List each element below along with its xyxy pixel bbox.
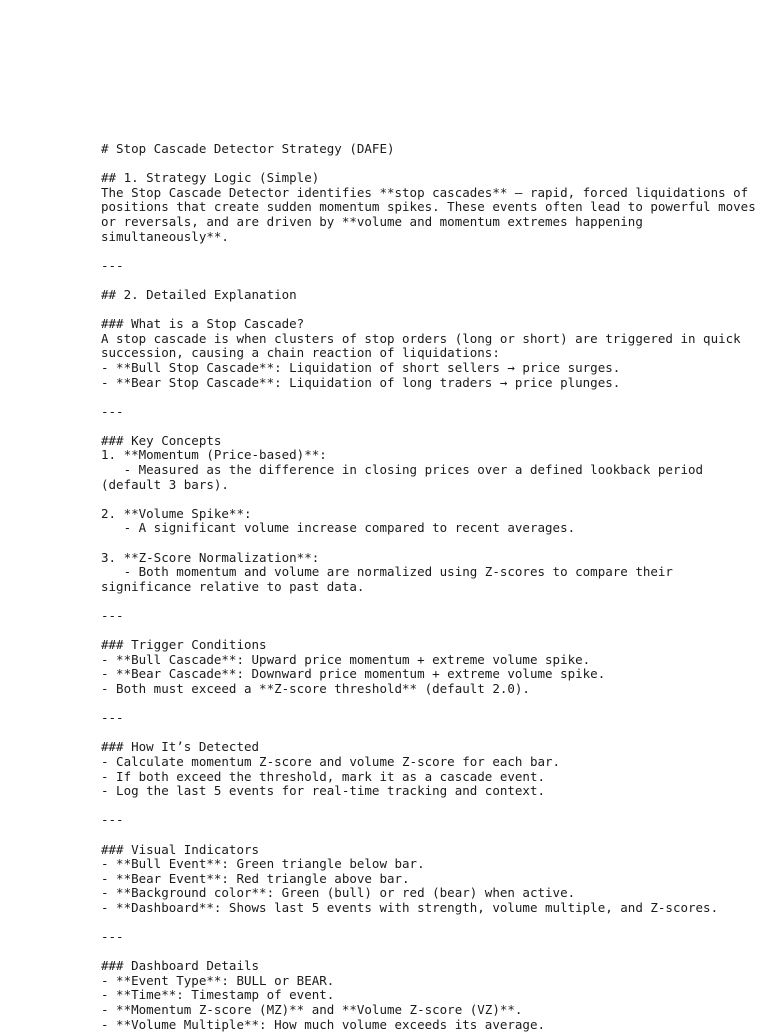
- document-line: - **Momentum Z-score (MZ)** and **Volume Z-score (VZ)**.: [101, 1002, 523, 1018]
- document-line: ## 2. Detailed Explanation: [101, 286, 297, 302]
- document-line: [101, 536, 768, 551]
- document-line: [101, 157, 768, 172]
- document-line: - **Event Type**: BULL or BEAR.: [101, 972, 335, 988]
- document-line: ### How It’s Detected: [101, 739, 260, 755]
- document-line: ---: [101, 403, 124, 419]
- document-line: A stop cascade is when clusters of stop orders (long or short) are triggered in quick: [101, 330, 741, 346]
- document-line: [101, 799, 768, 814]
- document-line: [101, 419, 768, 434]
- document-line: positions that create sudden momentum spikes. These events often lead to powerful moves: [101, 199, 756, 215]
- document-line: [101, 273, 768, 288]
- document-line: [101, 828, 768, 843]
- document-line: [101, 726, 768, 741]
- document-line: - **Time**: Timestamp of event.: [101, 987, 335, 1003]
- document-line: ### Visual Indicators: [101, 841, 260, 857]
- document-line: - **Dashboard**: Shows last 5 events with strength, volume multiple, and Z-scores.: [101, 899, 719, 915]
- document-line: simultaneously**.: [101, 228, 229, 244]
- document-line: The Stop Cascade Detector identifies **stop cascades** — rapid, forced liquidations of: [101, 184, 749, 200]
- document-line: ---: [101, 257, 124, 273]
- document-line: [101, 244, 768, 259]
- document-line: - **Bull Event**: Green triangle below bar.: [101, 856, 425, 872]
- document-line: - Measured as the difference in closing prices over a defined lookback period: [101, 462, 704, 478]
- document-line: - Log the last 5 events for real-time tracking and context.: [101, 783, 546, 799]
- document-line: ## 1. Strategy Logic (Simple): [101, 170, 320, 186]
- document-line: - Calculate momentum Z-score and volume Z-score for each bar.: [101, 753, 561, 769]
- document-line: ### What is a Stop Cascade?: [101, 316, 305, 332]
- document-line: [101, 390, 768, 405]
- document-line: ---: [101, 608, 124, 623]
- document-line: - Both momentum and volume are normalized using Z-scores to compare their: [101, 564, 673, 580]
- document-line: - **Bull Stop Cascade**: Liquidation of short sellers → price surges.: [101, 359, 621, 375]
- document-line: succession, causing a chain reaction of liquidations:: [101, 345, 500, 361]
- markdown-document: [101, 142, 768, 1032]
- document-line: [101, 915, 768, 930]
- document-line: 1. **Momentum (Price-based)**:: [101, 447, 327, 463]
- document-line: - **Background color**: Green (bull) or red (bear) when active.: [101, 885, 576, 901]
- document-line: - Both must exceed a **Z-score threshold** (default 2.0).: [101, 680, 530, 696]
- document-line: - A significant volume increase compared to recent averages.: [101, 520, 576, 536]
- document-line: - **Bear Stop Cascade**: Liquidation of long traders → price plunges.: [101, 374, 621, 390]
- document-line: [101, 697, 768, 712]
- document-line: ### Trigger Conditions: [101, 637, 267, 653]
- document-line: - **Volume Multiple**: How much volume exceeds its average.: [101, 1016, 546, 1032]
- document-line: # Stop Cascade Detector Strategy (DAFE): [101, 141, 395, 156]
- document-line: ---: [101, 929, 124, 945]
- document-line: (default 3 bars).: [101, 476, 229, 492]
- document-line: - **Bull Cascade**: Upward price momentum + extreme volume spike.: [101, 651, 591, 667]
- document-line: 2. **Volume Spike**:: [101, 505, 252, 521]
- document-line: or reversals, and are driven by **volume and momentum extremes happening: [101, 213, 643, 229]
- document-line: [101, 945, 768, 960]
- document-line: ---: [101, 812, 124, 828]
- document-line: ### Dashboard Details: [101, 958, 260, 974]
- document-line: - If both exceed the threshold, mark it as a cascade event.: [101, 768, 546, 784]
- document-line: 3. **Z-Score Normalization**:: [101, 549, 320, 565]
- document-line: [101, 624, 768, 639]
- document-line: ---: [101, 710, 124, 726]
- document-line: ### Key Concepts: [101, 432, 222, 448]
- document-line: significance relative to past data.: [101, 578, 365, 594]
- document-line: [101, 594, 768, 609]
- document-line: - **Bear Cascade**: Downward price momentum + extreme volume spike.: [101, 666, 606, 682]
- document-line: - **Bear Event**: Red triangle above bar.: [101, 870, 410, 886]
- document-line: [101, 303, 768, 318]
- document-line: [101, 492, 768, 507]
